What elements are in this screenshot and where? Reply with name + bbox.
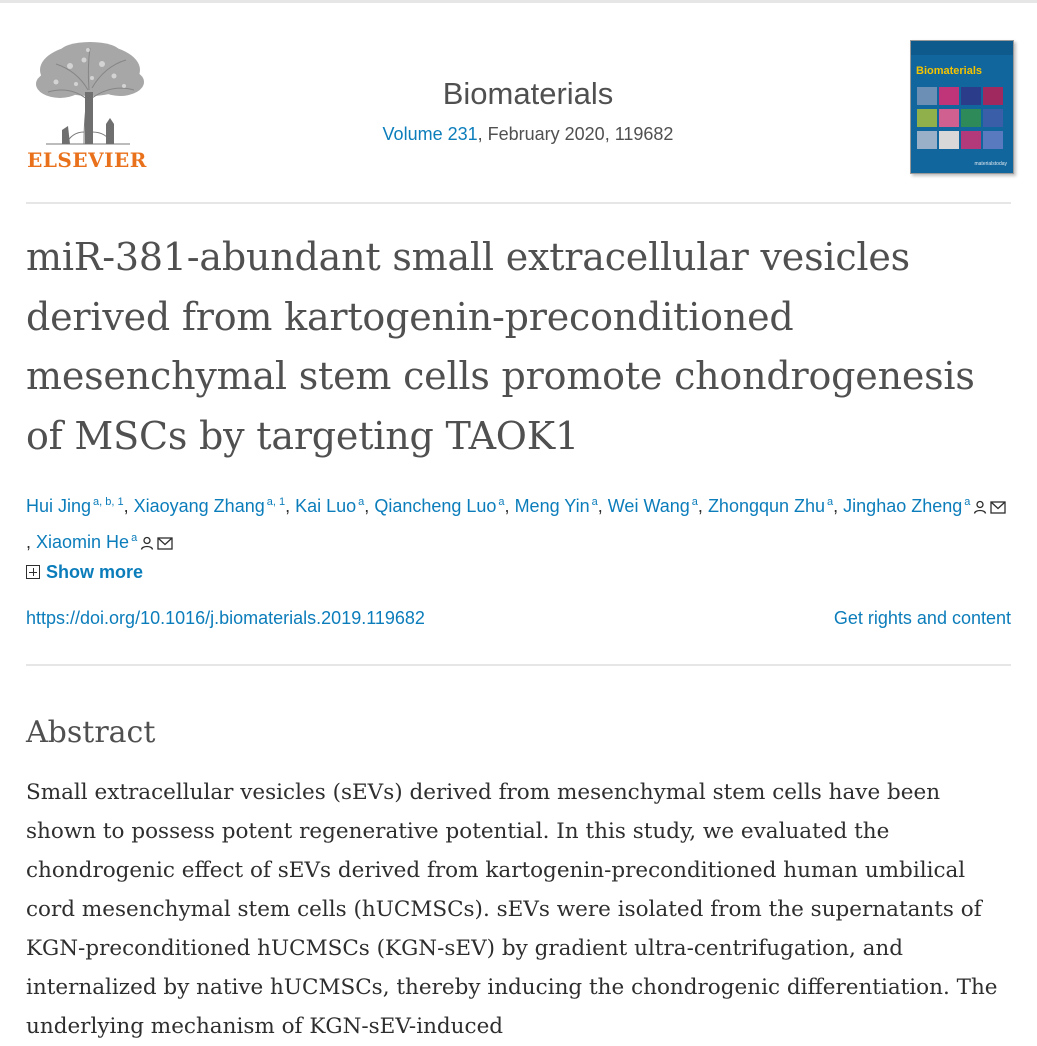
- author-link[interactable]: Zhongqun Zhu $^a$: [707, 496, 834, 516]
- author-list: Hui Jing $^{a, b, 1}$, Xiaoyang Zhang $^{a, 1}$, Kai Luo $^a$, Qiancheng Luo $^a$, Meng Yin $^a$, Wei Wang $^a$, Zhongqun Zhu $^a$, Jinghao Zheng $^a$, Xiaomin He $^a$: [26, 486, 1011, 558]
- email-icon: [157, 537, 173, 550]
- abstract-heading: Abstract: [26, 715, 156, 750]
- expand-icon: [26, 565, 40, 579]
- author-link[interactable]: Hui Jing $^{a, b, 1}$: [26, 496, 124, 516]
- issue-details: , February 2020, 119682: [477, 124, 674, 144]
- tree-logo-icon: [26, 40, 148, 148]
- author-link[interactable]: Kai Luo $^a$: [295, 496, 365, 516]
- header-divider: [26, 202, 1011, 204]
- get-rights-link[interactable]: Get rights and content: [833, 608, 1011, 628]
- cover-title: Biomaterials: [916, 65, 983, 77]
- section-divider: [26, 664, 1011, 666]
- person-icon: [973, 500, 987, 514]
- doi-link[interactable]: https://doi.org/10.1016/j.biomaterials.2019.119682: [26, 608, 425, 628]
- author-link[interactable]: Qiancheng Luo $^a$: [374, 496, 505, 516]
- journal-issue-info: [300, 120, 756, 148]
- article-title: miR-381-abundant small extracellular vesicles derived from kartogenin-preconditioned mesenchymal stem cells promote chondrogenesis of MSCs by targeting TAOK1: [26, 235, 975, 458]
- publisher-wordmark: ELSEVIER: [27, 148, 147, 172]
- author-link[interactable]: Jinghao Zheng $^a$: [843, 496, 1006, 516]
- author-link[interactable]: Meng Yin $^a$: [514, 496, 598, 516]
- publisher-logo[interactable]: [26, 40, 148, 178]
- abstract-body: Small extracellular vesicles (sEVs) derived from mesenchymal stem cells have been shown to possess potent regenerative potential. In this study, we evaluated the chondrogenic effect of sEVs derived from kartogenin-preconditioned human umbilical cord mesenchymal stem cells (hUCMSCs). sEVs were isolated from the supernatants of KGN-preconditioned hUCMSCs (KGN-sEV) by gradient ultra-centrifugation, and internalized by native hUCMSCs, thereby inducing the chondrogenic differentiation. The underlying mechanism of KGN-sEV-induced: [26, 780, 998, 1039]
- author-link[interactable]: Xiaoyang Zhang $^{a, 1}$: [133, 496, 286, 516]
- journal-title-link[interactable]: Biomaterials: [442, 76, 614, 111]
- journal-header: [300, 74, 756, 148]
- top-border: [0, 0, 1037, 3]
- journal-cover-image[interactable]: [910, 40, 1014, 174]
- cover-brand: materialstoday: [974, 161, 1007, 167]
- show-more-label: Show more: [46, 562, 144, 582]
- volume-link[interactable]: Volume 231: [382, 124, 478, 144]
- email-icon: [990, 501, 1006, 514]
- show-more-button[interactable]: [26, 562, 143, 583]
- author-link[interactable]: Xiaomin He $^a$: [36, 532, 173, 552]
- person-icon: [140, 536, 154, 550]
- author-link[interactable]: Wei Wang $^a$: [607, 496, 698, 516]
